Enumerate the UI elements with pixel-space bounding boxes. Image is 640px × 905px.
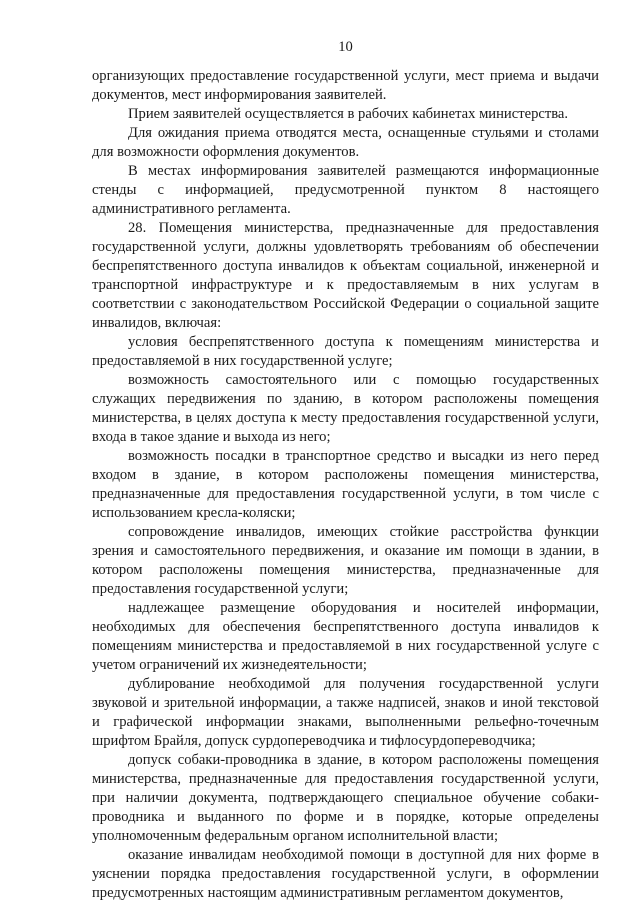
paragraph: Для ожидания приема отводятся места, оснащенные стульями и столами для возможности оформления документов. xyxy=(92,125,599,160)
paragraph: возможность самостоятельного или с помощью государственных служащих передвижения по зданию, в котором расположены помещения министерства, в целях доступа к месту предоставления государственной услуги, входа в такое здание и выхода из него; xyxy=(92,372,599,445)
paragraph: оказание инвалидам необходимой помощи в доступной для них форме в уяснении порядка предоставления государственной услуги, в оформлении предусмотренных настоящим административным регламентом документов, xyxy=(92,847,599,901)
paragraph: возможность посадки в транспортное средство и высадки из него перед входом в здание, в котором расположены помещения министерства, предназначенные для предоставления государственной услуги, в том числе с использованием кресла-коляски; xyxy=(92,448,599,521)
paragraph: В местах информирования заявителей размещаются информационные стенды с информацией, предусмотренной пунктом 8 настоящего административного регламента. xyxy=(92,163,599,217)
paragraph: дублирование необходимой для получения государственной услуги звуковой и зрительной информации, а также надписей, знаков и иной текстовой и графической информации знаками, выполненными рельефно-точечным шрифтом Брайля, допуск сурдопереводчика и тифлосурдопереводчика; xyxy=(92,676,599,749)
paragraph: организующих предоставление государственной услуги, мест приема и выдачи документов, мест информирования заявителей. xyxy=(92,68,599,103)
paragraph: 28. Помещения министерства, предназначенные для предоставления государственной услуги, должны удовлетворять требованиям об обеспечении беспрепятственного доступа инвалидов к объектам социальной, инженерной и транспортной инфраструктуре и к предоставляемым в них услугам в соответствии с законодательством Российской Федерации о социальной защите инвалидов, включая: xyxy=(92,220,599,331)
page-number: 10 xyxy=(338,39,353,55)
paragraph: сопровождение инвалидов, имеющих стойкие расстройства функции зрения и самостоятельного передвижения, и оказание им помощи в здании, в котором расположены помещения министерства, предназначенные для предоставления государственной услуги; xyxy=(92,524,599,597)
paragraph: допуск собаки-проводника в здание, в котором расположены помещения министерства, предназначенные для предоставления государственной услуги, при наличии документа, подтверждающего специальное обучение собаки-проводника и выданного по форме и в порядке, которые определены уполномоченным федеральным органом исполнительной власти; xyxy=(92,752,599,844)
paragraph: Прием заявителей осуществляется в рабочих кабинетах министерства. xyxy=(128,106,569,122)
document-page xyxy=(92,38,599,903)
paragraph: условия беспрепятственного доступа к помещениям министерства и предоставляемой в них государственной услуге; xyxy=(92,334,599,369)
paragraph: надлежащее размещение оборудования и носителей информации, необходимых для обеспечения беспрепятственного доступа инвалидов к помещениям министерства и предоставляемой в них государственной услуге с учетом ограничений их жизнедеятельности; xyxy=(92,600,599,673)
